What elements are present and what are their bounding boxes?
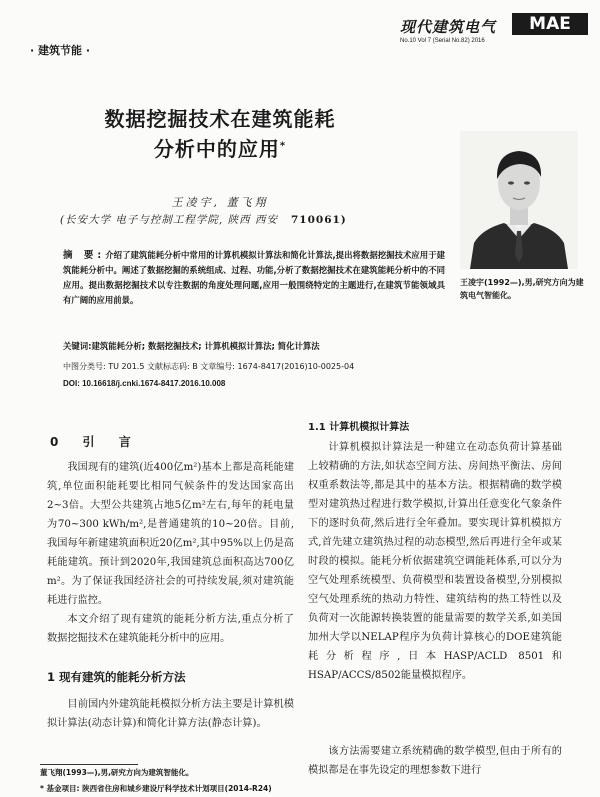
issue-info: No.10 Vol 7 (Serial No.82) 2016 (400, 38, 485, 44)
author-photo (460, 131, 578, 269)
abstract-text: 介绍了建筑能耗分析中常用的计算机模拟计算法和简化计算法,提出将数据挖掘技术应用于建筑能耗分析中。阐述了数据挖掘的系统组成、过程、功能,分析了数据挖掘技术在建筑能耗分析中的不同应用。提出数据挖掘技术以专注数据的角度处理问题,应用一般围绕特定的主题进行,在建筑节能领域具有广阔的应用前景。 (63, 250, 445, 305)
footnote-author: 董飞翔(1993—),男,研究方向为建筑智能化。 (40, 768, 194, 777)
author-bio: 王凌宇(1992—),男,研究方向为建筑电气智能化。 (460, 278, 584, 300)
paper-title-line1: 数据挖掘技术在建筑能耗 (104, 107, 336, 131)
abstract (63, 248, 445, 308)
paper-title-line2 (0, 133, 440, 162)
section-heading-1: 1 现有建筑的能耗分析方法 (47, 670, 186, 684)
paragraph-intro-2: 本文介绍了现有建筑的能耗分析方法,重点分析了数据挖掘技术在建筑能耗分析中的应用。 (47, 614, 294, 644)
affiliation (60, 212, 347, 227)
author-names: 王凌宇, 董飞翔 (171, 196, 269, 209)
paragraph-simulation-2: 该方法需要建立系统精确的数学模型,但由于所有的模拟都是在事先设定的理想参数下进行 (308, 746, 562, 776)
affiliation-text: (长安大学 电子与控制工程学院, 陕西 西安 (60, 214, 278, 226)
classification-info: 中图分类号: TU 201.5 文献标志码: B 文章编号: 1674-8417(2016)10-0025-04 (63, 362, 355, 371)
section-heading-intro: 0 引 言 (50, 435, 141, 449)
affiliation-postcode: 710061) (290, 214, 347, 226)
journal-title: 现代建筑电气 (400, 18, 497, 36)
subsection-heading-1-1: 1.1 计算机模拟计算法 (308, 422, 410, 433)
keywords-label: 关键词: (63, 341, 92, 351)
footnote-funding: * 基金项目: 陕西省住房和城乡建设厅科学技术计划项目(2014-R24) (40, 784, 272, 793)
doi: DOI: 10.16618/j.cnki.1674-8417.2016.10.008 (63, 379, 226, 388)
title-line2-text: 分析中的应用 (153, 137, 280, 161)
keywords (63, 339, 483, 354)
keywords-text: 建筑能耗分析; 数据挖掘技术; 计算机模拟计算法; 简化计算法 (91, 341, 320, 351)
title-footnote-mark: * (279, 140, 287, 152)
journal-logo: MAE (512, 13, 588, 35)
paragraph-methods: 目前国内外建筑能耗模拟分析方法主要是计算机模拟计算法(动态计算)和简化计算方法(静态计算)。 (47, 699, 294, 729)
paragraph-intro-1: 我国现有的建筑(近400亿m²)基本上都是高耗能建筑,单位面积能耗要比相同气候条件的发达国家高出2~3倍。大型公共建筑占地5亿m²左右,每年的耗电量为70~300 kWh/m²,是普通建筑的10~20倍。目前,我国每年新建建筑面积近20亿m²,其中95%以上仍是高耗能建筑。预计到2020年,我国建筑总面积高达700亿m²。为了保证我国经济社会的可持续发展,须对建筑能耗进行监控。 (47, 462, 294, 606)
abstract-label: 摘 要: (63, 250, 106, 261)
section-label: · 建筑节能 · (30, 44, 91, 57)
footnote-rule (40, 764, 138, 765)
paragraph-simulation-1: 计算机模拟计算法是一种建立在动态负荷计算基础上较精确的方法,如状态空间方法、房间热平衡法、房间权重系数法等,都是其中的基本方法。根据精确的数学模型对建筑热过程进行数学模拟,计算出任意变化气象条件下的逐时负荷,然后进行全年叠加。要实现计算机模拟方式,首先建立建筑热过程的动态模型,然后再进行全年或某时段的模拟。能耗分析依据建筑空调能耗体系,可以分为空气处理系统模型、负荷模型和装置设备模型,分别模拟空气处理系统的热动力特性、建筑结构的热工特性以及负荷对一次能源转换装置的能量需要的数学关系,如美国加州大学以NELAP程序为负荷计算核心的DOE建筑能耗分析程序,日本HASP/ACLD 8501和HSAP/ACCS/8502能量模拟程序。 (308, 442, 562, 681)
